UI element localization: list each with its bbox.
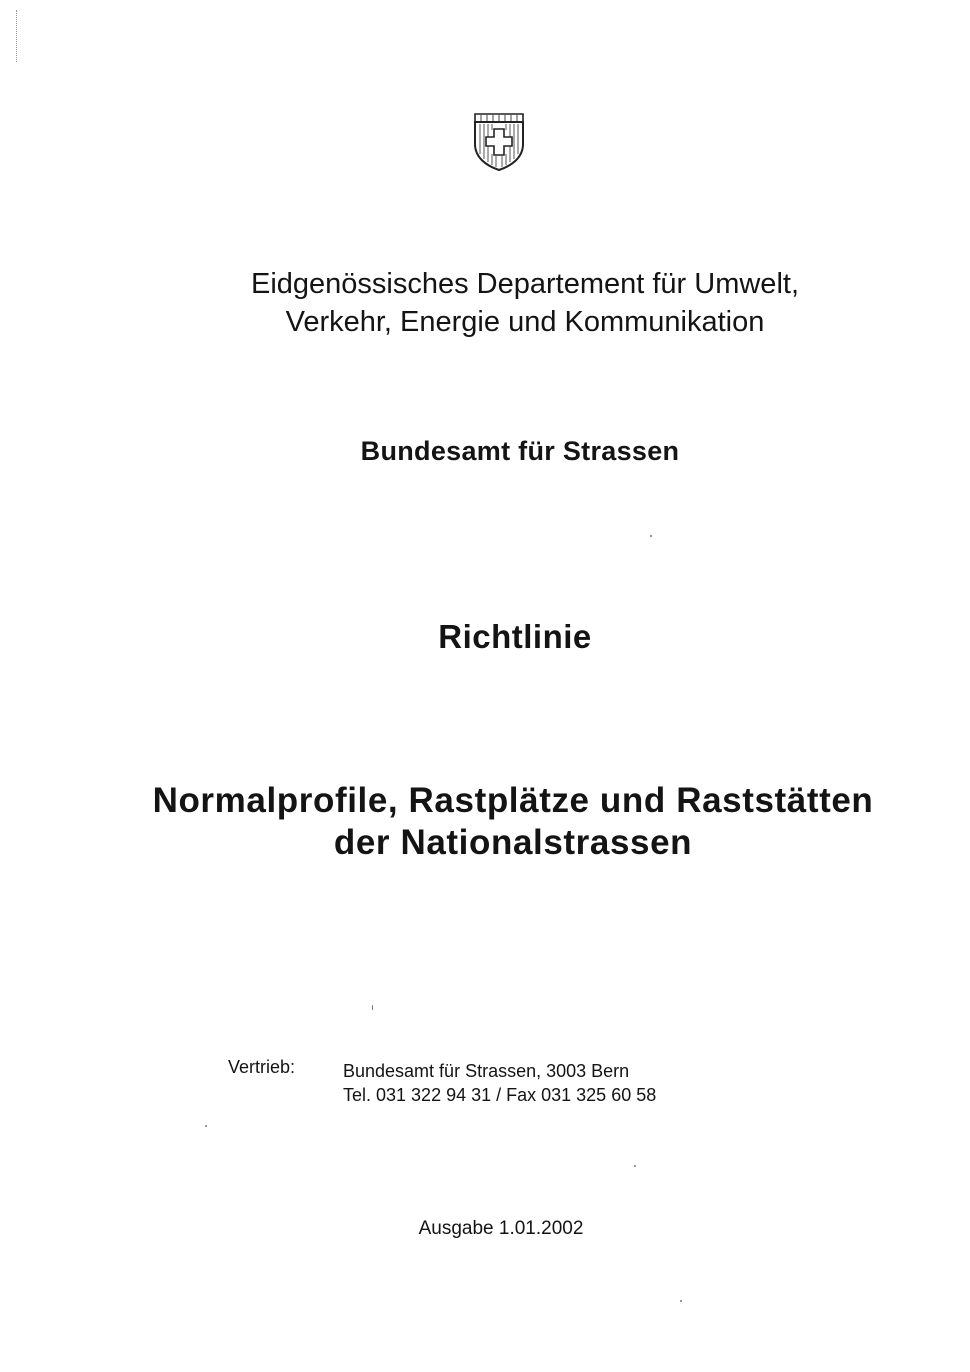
swiss-coat-of-arms-icon	[469, 110, 529, 172]
distribution-address: Bundesamt für Strassen, 3003 Bern	[343, 1061, 630, 1081]
scan-artifact-line	[16, 10, 18, 62]
distribution-contact: Tel. 031 322 94 31 / Fax 031 325 60 58	[343, 1085, 657, 1105]
distribution-label: Vertrieb:	[228, 1057, 296, 1077]
edition-date: Ausgabe 1.01.2002	[418, 1218, 584, 1239]
ministry-line-2: Verkehr, Energie und Kommunikation	[285, 306, 765, 338]
scan-speck	[650, 535, 652, 537]
document-title	[0, 780, 970, 864]
scan-speck	[680, 1300, 682, 1302]
ministry-name	[0, 265, 970, 341]
scan-speck	[634, 1165, 636, 1167]
document-title-line-1: Normalprofile, Rastplätze und Raststätten	[152, 781, 874, 820]
document-title-line-2: der Nationalstrassen	[333, 823, 693, 862]
document-type: Richtlinie	[438, 618, 592, 655]
ministry-line-1: Eidgenössisches Departement für Umwelt,	[250, 268, 799, 300]
agency-name: Bundesamt für Strassen	[360, 436, 680, 466]
distribution-details	[343, 1059, 656, 1107]
scan-speck	[205, 1125, 207, 1127]
scan-speck	[372, 1005, 373, 1010]
